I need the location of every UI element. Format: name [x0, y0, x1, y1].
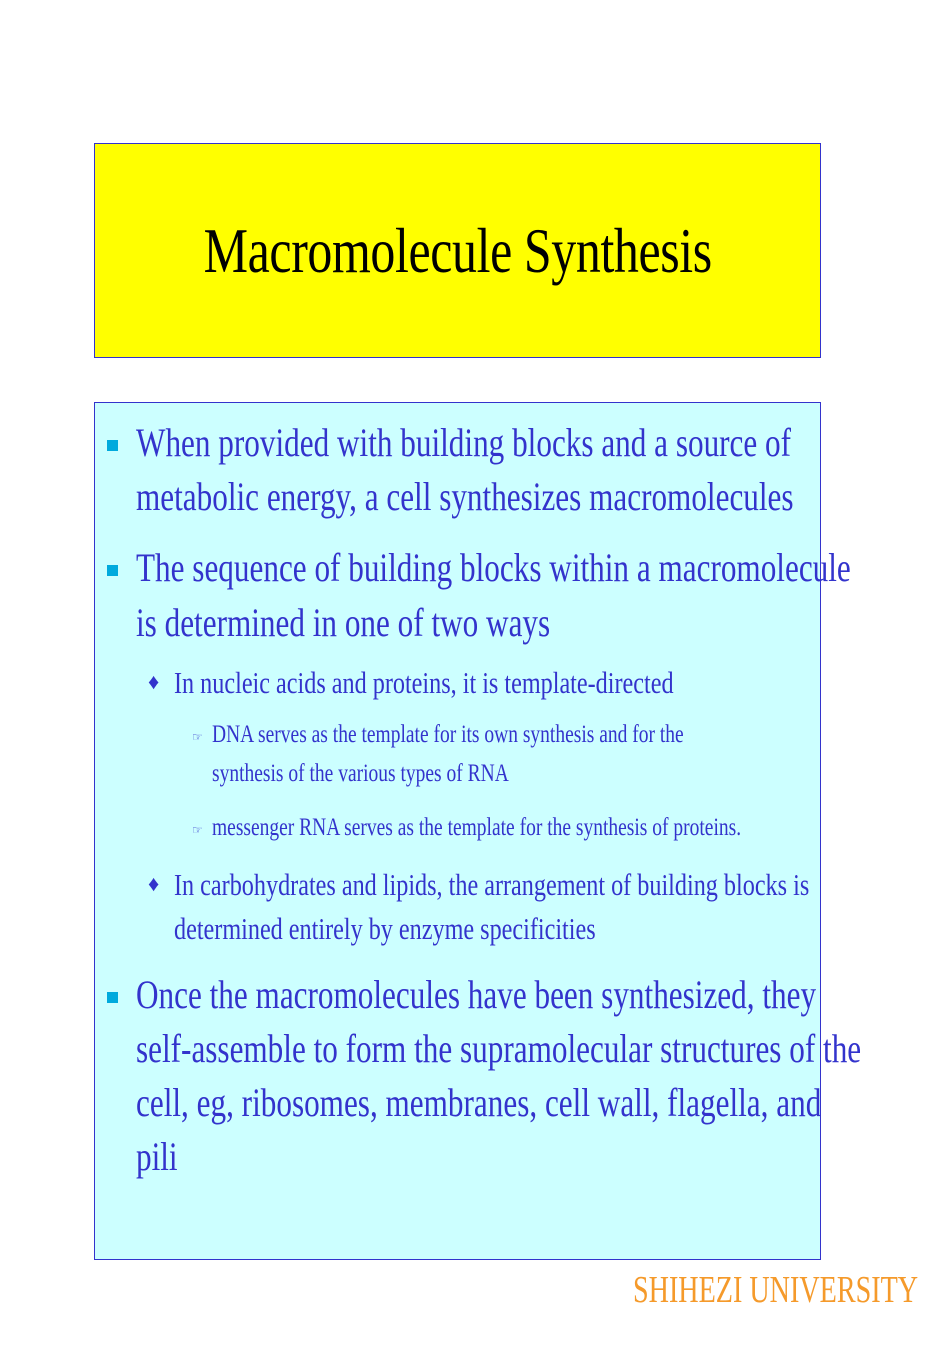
sub-sub-bullet-2a1-line-2: synthesis of the various types of RNA: [212, 760, 509, 787]
sub-bullet-2b-line-1: In carbohydrates and lipids, the arrangement of building blocks is: [174, 867, 810, 902]
bullet-2-line-1: The sequence of building blocks within a macromolecule: [136, 545, 851, 590]
university-footer: SHIHEZI UNIVERSITY: [633, 1269, 919, 1311]
square-bullet-icon: [107, 992, 118, 1003]
title-box: [94, 143, 821, 358]
content-box: [94, 402, 862, 1260]
bullet-3-line-4: pili: [136, 1134, 178, 1179]
slide-title: Macromolecule Synthesis: [203, 214, 712, 286]
sub-sub-bullet-2a2-line-1: messenger RNA serves as the template for the synthesis of proteins.: [212, 814, 742, 841]
bullet-3-line-2: self-assemble to form the supramolecular structures of the: [136, 1026, 862, 1071]
square-bullet-icon: [107, 565, 118, 576]
diamond-bullet-icon: ♦: [148, 669, 160, 694]
bullet-1-line-2: metabolic energy, a cell synthesizes macromolecules: [136, 474, 794, 519]
sub-bullet-2b-line-2: determined entirely by enzyme specificities: [174, 911, 596, 946]
sub-sub-bullet-2a1-line-1: DNA serves as the template for its own synthesis and for the: [212, 721, 684, 748]
bullet-2-line-2: is determined in one of two ways: [136, 600, 551, 645]
bullet-3-line-3: cell, eg, ribosomes, membranes, cell wall, flagella, and: [136, 1080, 822, 1125]
pointing-hand-icon: ☞: [192, 730, 203, 744]
square-bullet-icon: [107, 440, 118, 451]
bullet-3-line-1: Once the macromolecules have been synthesized, they: [136, 972, 817, 1017]
pointing-hand-icon: ☞: [192, 823, 203, 837]
sub-bullet-2a-line-1: In nucleic acids and proteins, it is template-directed: [174, 665, 674, 700]
bullet-1-line-1: When provided with building blocks and a source of: [136, 420, 792, 465]
diamond-bullet-icon: ♦: [148, 871, 160, 896]
